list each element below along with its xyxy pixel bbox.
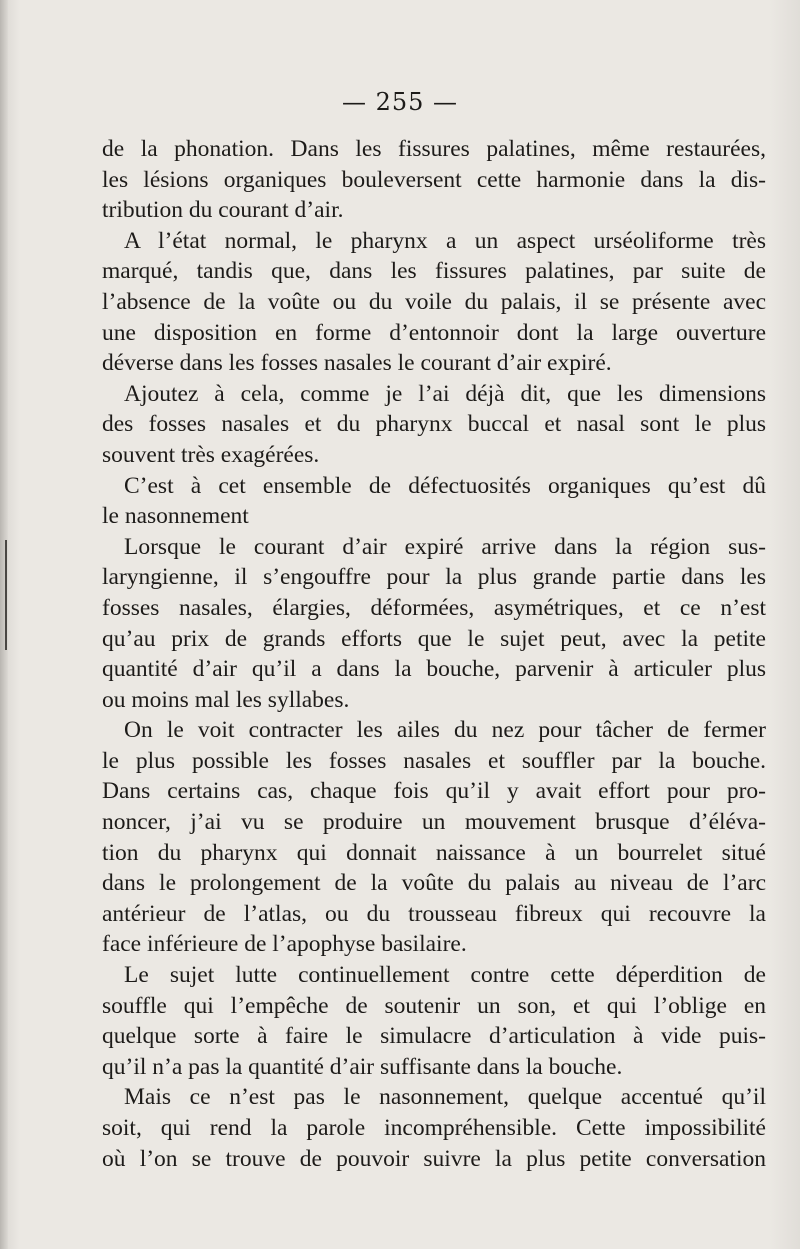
text-line: soit, qui rend la parole incompréhensible. Cette impossibilité — [102, 1115, 766, 1141]
text-line: le plus possible les fosses nasales et souffler par la bouche. — [102, 747, 766, 774]
text-line: Mais ce n’est pas le nasonnement, quelque accentué qu’il — [124, 1084, 766, 1111]
text-line: souvent très exagérées. — [102, 441, 320, 468]
text-line: qu’au prix de grands efforts que le sujet peut, avec la petite — [102, 625, 766, 652]
text-line: qu’il n’a pas la quantité d’air suffisante dans la bouche. — [102, 1053, 623, 1080]
text-line: ou moins mal les syllabes. — [102, 686, 350, 713]
text-line: Dans certains cas, chaque fois qu’il y avait effort pour pro- — [102, 778, 766, 805]
text-line: souffle qui l’empêche de soutenir un son, et qui l’oblige en — [102, 992, 766, 1019]
text-line: déverse dans les fosses nasales le courant d’air expiré. — [102, 350, 612, 377]
text-line: On le voit contracter les ailes du nez pour tâcher de fermer — [124, 717, 766, 744]
binding-mark — [5, 598, 7, 650]
page-number: — 255 — — [341, 88, 459, 116]
text-line: antérieur de l’atlas, ou du trousseau fibreux qui recouvre la — [102, 900, 766, 927]
text-line: Ajoutez à cela, comme je l’ai déjà dit, que les dimensions — [124, 380, 766, 407]
text-line: Lorsque le courant d’air expiré arrive dans la région sus- — [124, 533, 766, 560]
text-line: quantité d’air qu’il a dans la bouche, parvenir à articuler plus — [102, 656, 766, 683]
text-line: noncer, j’ai vu se produire un mouvement brusque d’éléva- — [102, 809, 766, 836]
text-line: de la phonation. Dans les fissures palatines, même restaurées, — [102, 136, 766, 162]
body-text — [102, 134, 766, 1174]
text-line: l’absence de la voûte ou du voile du palais, il se présente avec — [102, 288, 766, 315]
text-line: le nasonnement — [102, 503, 249, 530]
text-line: une disposition en forme d’entonnoir dont la large ouverture — [102, 319, 766, 346]
text-line: laryngienne, il s’engouffre pour la plus grande partie dans les — [102, 564, 766, 591]
text-line: marqué, tandis que, dans les fissures palatines, par suite de — [102, 258, 766, 285]
text-line: tribution du courant d’air. — [102, 197, 344, 224]
text-line: A l’état normal, le pharynx a un aspect urséoliforme très — [124, 227, 766, 254]
text-line: tion du pharynx qui donnait naissance à un bourrelet situé — [102, 839, 766, 866]
text-line: fosses nasales, élargies, déformées, asymétriques, et ce n’est — [102, 594, 766, 621]
text-line: Le sujet lutte continuellement contre cette déperdition de — [124, 962, 766, 989]
text-line: les lésions organiques bouleversent cette harmonie dans la dis- — [102, 166, 766, 193]
text-line: des fosses nasales et du pharynx buccal et nasal sont le plus — [102, 411, 766, 438]
text-line: quelque sorte à faire le simulacre d’articulation à vide puis- — [102, 1023, 766, 1050]
text-line: dans le prolongement de la voûte du palais au niveau de l’arc — [102, 870, 766, 897]
text-line: face inférieure de l’apophyse basilaire. — [102, 931, 467, 958]
text-line: C’est à cet ensemble de défectuosités organiques qu’est dû — [124, 472, 766, 499]
text-line: où l’on se trouve de pouvoir suivre la plus petite conversation — [102, 1145, 766, 1172]
